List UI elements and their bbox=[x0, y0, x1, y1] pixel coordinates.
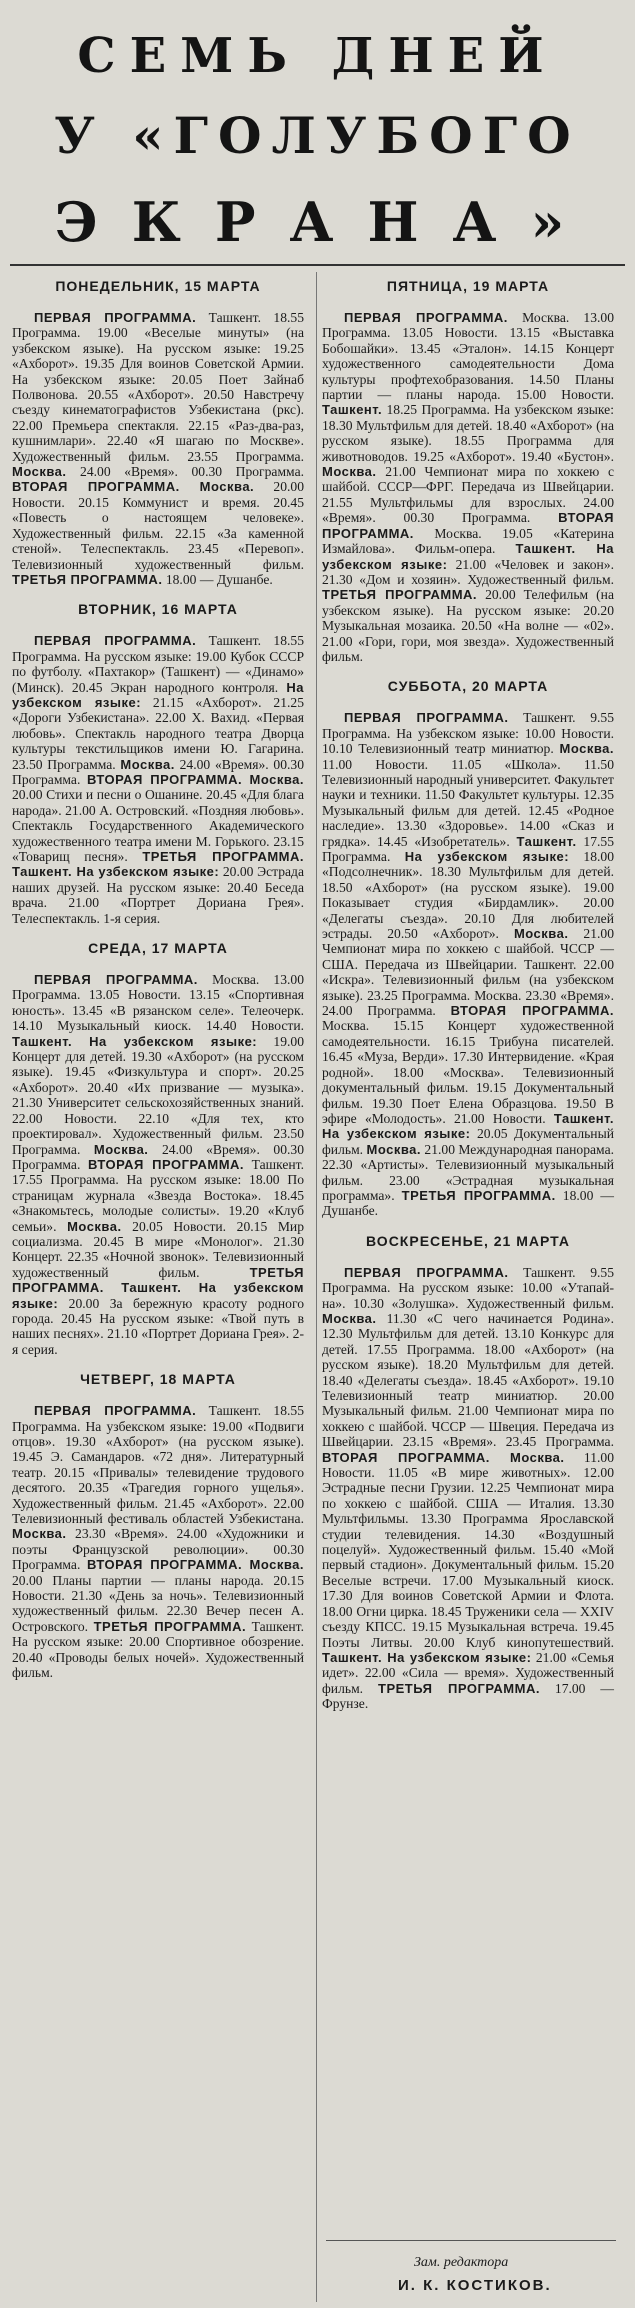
schedule-text: 21.00 Чемпионат мира по хоккею с шайбой. СССР—ФРГ. Передача из Швейцарии. 21.55 Мультфильмы для взрослых. 24.00 «Время». 00.30 Программа. bbox=[322, 464, 614, 526]
schedule-text: 23.30 «Время». 24.00 «Художники и поэты Французской революции». 00.30 Программа. bbox=[12, 1526, 304, 1573]
schedule-text: Ташкент. 18.55 Программа. 19.00 «Веселые минуты» (на узбекском языке). На русском языке: 19.25 «Ахборот». 19.35 Для воинов Советской Армии. На узбекском языке: 20.05 Поет Зайнаб Полвонова. 20.55 «Ахборот». 20.50 Навстречу съезду кинематографистов Узбекистана (ркс). 22.00 Премьера спектакля. 22.15 «Раз-два-раз, кушнимлари». 22.40 «Я шагаю по Москве». Художественный фильм. 23.55 Программа. bbox=[12, 310, 304, 464]
schedule-text: 24.00 «Время». 00.30 Программа. bbox=[66, 464, 304, 480]
schedule-text: 21.00 «Семья идет». 22.00 «Сила — время». Художественный фильм. bbox=[322, 1649, 614, 1696]
schedule-text: 21.00 Чемпионат мира по хоккею с шайбой. ЧССР — США. Передача из Швейцарии. Ташкент. 22.00 «Искра». Телевизионный фильм (на узбекском языке). 23.25 Программа. Москва. 23.30 «Время». 24.00 Программа. bbox=[322, 926, 614, 1019]
program-heading: Москва. bbox=[67, 1218, 122, 1234]
program-heading: Москва. bbox=[513, 926, 569, 942]
program-heading: Ташкент. На узбекском языке: bbox=[322, 1110, 614, 1142]
program-heading: ВТОРАЯ ПРОГРАММА. Москва. bbox=[322, 1449, 565, 1465]
program-heading: ПЕРВАЯ ПРОГРАММА. bbox=[34, 972, 198, 988]
program-heading: ПЕРВАЯ ПРОГРАММА. bbox=[344, 310, 508, 325]
schedule-text: 19.00 Концерт для детей. 19.30 «Ахборот» (на русском языке). 19.45 «Физкультура и спорт». 20.25 «Ахборот». 20.40 «Их призвание — музыка». 21.30 Университет сельскохозяйственных знаний. 22.00 Новости. 22.10 «Для тех, кто проектировал». Художественный фильм. 23.50 Программа. bbox=[12, 1033, 304, 1157]
program-heading: Ташкент. На узбекском языке: bbox=[322, 541, 614, 572]
day-monday bbox=[12, 270, 304, 587]
day-friday bbox=[322, 270, 614, 664]
schedule-text: Москва. 13.00 Программа. 13.05 Новости. 13.15 «Спортивная юность». 13.45 «В рязанском селе». Телеочерк. 14.10 Музыкальный киоск. 14.40 Новости. bbox=[12, 972, 304, 1034]
program-heading: Москва. bbox=[12, 464, 67, 480]
program-heading: Ташкент. На узбекском языке: bbox=[12, 1033, 258, 1049]
schedule-text: Ташкент. На русском языке: 20.00 Спортивное обозрение. 20.40 «Проводы белых ночей». Художественный фильм. bbox=[12, 1618, 304, 1681]
program-heading: ВТОРАЯ ПРОГРАММА. bbox=[450, 1003, 614, 1019]
day-wednesday bbox=[12, 932, 304, 1357]
schedule-text: 20.00 Стихи и песни о Ошанине. 20.45 «Для блага народа». 21.00 А. Островский. «Поздняя любовь». Спектакль Государственного Академического художественного театра имени М. Горького. 23.15 «Товарищ песня». bbox=[12, 787, 304, 864]
program-heading: ВТОРАЯ ПРОГРАММА. Москва. bbox=[12, 479, 255, 495]
day-saturday bbox=[322, 670, 614, 1218]
day-schedule bbox=[12, 972, 304, 1357]
program-heading: ВТОРАЯ ПРОГРАММА. bbox=[322, 510, 614, 541]
schedule-text: 21.15 «Ахборот». 21.25 «Дороги Узбекистана». 22.00 Х. Вахид. «Первая любовь». Спектакль народного театра Дворца культуры текстильщиков имени Ю. Гагарина. 23.50 Программа. bbox=[12, 694, 304, 772]
right-column bbox=[322, 270, 614, 1718]
day-schedule bbox=[12, 310, 304, 587]
program-heading: ТРЕТЬЯ ПРОГРАММА. Ташкент. На узбекском языке: bbox=[12, 849, 304, 880]
editor-signature bbox=[326, 2240, 616, 2296]
program-heading: ТРЕТЬЯ ПРОГРАММА. bbox=[378, 1680, 540, 1696]
program-heading: ВТОРАЯ ПРОГРАММА. Москва. bbox=[87, 1557, 304, 1573]
schedule-text: 11.30 «С чего начинается Родина». 12.30 Мультфильм для детей. 13.10 Конкурс для детей. 17.55 Программа. 18.00 «Ахборот» (на русском языке). 18.20 Мультфильм для детей. 18.40 «Делегаты съезда». 18.45 «Ахборот». 19.10 Телевизионный театр миниатюр. 20.00 Музыкальный фильм. 21.00 Чемпионат мира по хоккею с шайбой. ЧССР — Швеция. Передача из Швейцарии. 23.15 «Время». 23.45 Программа. bbox=[322, 1310, 614, 1450]
day-heading: СУББОТА, 20 МАРТА bbox=[387, 678, 549, 695]
schedule-text: 20.00 Телефильм (на узбекском языке). На русском языке: 20.20 Музыкальная мозаика. 20.50 «На волне — «02». 21.00 «Гори, гори, моя звезда». Художественный фильм. bbox=[322, 587, 614, 664]
schedule-text: Москва. 13.00 Программа. 13.05 Новости. 13.15 «Выставка Бобошайки». 13.45 «Эталон». 14.15 Концерт художественного самодеятельности Дома культуры профтехобразования. 14.50 Планы партии — планы народа. 15.00 Новости. bbox=[322, 310, 614, 403]
program-heading: Москва. bbox=[559, 741, 614, 757]
column-divider bbox=[316, 272, 317, 2302]
schedule-text: 18.00 — Душанбе. bbox=[162, 571, 273, 587]
program-heading: ПЕРВАЯ ПРОГРАММА. bbox=[344, 710, 509, 726]
schedule-text: Ташкент. 9.55 Программа. На узбекском языке: 10.00 Новости. 10.10 Телевизионный театр миниатюр. bbox=[322, 710, 614, 757]
headline-line-2: У «ГОЛУБОГО bbox=[54, 106, 581, 165]
day-heading: СРЕДА, 17 МАРТА bbox=[88, 940, 228, 957]
day-sunday bbox=[322, 1225, 614, 1712]
schedule-text: Москва. 19.05 «Катерина Измайлова». Фильм-опера. bbox=[322, 525, 614, 557]
day-schedule bbox=[322, 710, 614, 1218]
schedule-text: Москва. 15.15 Концерт художественной самодеятельности. 16.15 Трибуна писателей. 16.45 «Муза, Верди». 17.30 Интервидение. «Края родной». 18.00 «Москва». Телевизионный документальный фильм. 19.15 Документальный фильм. 19.30 Поет Елена Образцова. 19.50 В эфире «Молодость». 21.00 Новости. bbox=[322, 1018, 614, 1126]
schedule-text: 17.55 Программа. bbox=[322, 833, 614, 864]
schedule-text: 11.00 Новости. 11.05 «В мире животных». 12.00 Эстрадные песни Грузии. 12.25 Чемпионат мира по хоккею с шайбой. США — Италия. 13.30 Мультфильмы. 13.30 Программа Ярославской студии телевидения. 14.30 «Воздушный поцелуй». Художественный фильм. 15.40 «Мой первый стадион». Документальный фильм. 15.20 Веселые встречи. 17.00 Музыкальный киоск. 17.30 Для воинов Советской Армии и Флота. 18.00 Огни цирка. 18.45 Труженики села — XXIV съезду КПСС. 19.15 Музыкальная встреча. 19.45 Поэты Литвы. 20.00 Клуб кинопутешествий. bbox=[322, 1449, 614, 1650]
headline-rule bbox=[10, 264, 625, 266]
program-heading: На узбекском языке: bbox=[12, 679, 304, 710]
program-heading: Москва. bbox=[322, 464, 377, 480]
day-tuesday bbox=[12, 593, 304, 926]
program-heading: ПЕРВАЯ ПРОГРАММА. bbox=[344, 1264, 509, 1280]
schedule-text: 20.00 Планы партии — планы народа. 20.15 Новости. 21.30 «День за ночь». Телевизионный художественный фильм. 22.30 Вечер песен А. Островского. bbox=[12, 1572, 304, 1634]
program-heading: Ташкент. На узбекском языке: bbox=[322, 1649, 532, 1665]
schedule-text: Ташкент. 17.55 Программа. На русском языке: 18.00 По страницам журнала «Звезда Востока». 18.45 «Знакомьтесь, молодые солисты». 19.20 «Клуб семьи». bbox=[12, 1156, 304, 1234]
program-heading: Ташкент. bbox=[322, 402, 383, 418]
left-column bbox=[12, 270, 304, 1687]
day-thursday bbox=[12, 1363, 304, 1680]
schedule-text: 24.00 «Время». 00.30 Программа. bbox=[12, 1141, 304, 1172]
day-heading: ПЯТНИЦА, 19 МАРТА bbox=[386, 278, 550, 294]
program-heading: Москва. bbox=[93, 1141, 149, 1157]
schedule-text: 20.05 Новости. 20.15 Мир социализма. 20.45 В мире «Монолог». 21.30 Концерт. 22.35 «Ночной звонок». Телевизионный художественный фильм. bbox=[12, 1218, 304, 1280]
day-heading: ВТОРНИК, 16 МАРТА bbox=[78, 601, 238, 618]
schedule-text: 20.00 Новости. 20.15 Коммунист и время. 20.45 «Повесть о настоящем человеке». Художественный фильм. 22.15 «За каменной стеной». Телеспектакль. 23.45 «Перевоп». Телевизионный художественный фильм. bbox=[12, 479, 304, 572]
program-heading: ТРЕТЬЯ ПРОГРАММА. Ташкент. На узбекском языке: bbox=[12, 1264, 304, 1311]
schedule-text: 18.00 — Душанбе. bbox=[322, 1187, 614, 1219]
day-schedule bbox=[12, 1403, 304, 1680]
program-heading: ТРЕТЬЯ ПРОГРАММА. bbox=[93, 1618, 247, 1634]
schedule-text: Ташкент. 9.55 Программа. На русском языке: 10.00 «Утапай-на». 10.30 «Золушка». Художественный фильм. bbox=[322, 1264, 614, 1311]
schedule-text: 24.00 «Время». 00.30 Программа. bbox=[12, 756, 304, 787]
schedule-text: 18.25 Программа. На узбекском языке: 18.30 Мультфильм для детей. 18.40 «Ахборот» (на русском языке). 18.55 Программа для животноводов. 19.25 «Ахборот». 19.40 «Бустон». bbox=[322, 402, 614, 464]
program-heading: ТРЕТЬЯ ПРОГРАММА. bbox=[401, 1187, 556, 1203]
headline-line-1: СЕМЬ ДНЕЙ bbox=[77, 28, 558, 84]
day-heading: ЧЕТВЕРГ, 18 МАРТА bbox=[80, 1371, 236, 1388]
day-heading: ВОСКРЕСЕНЬЕ, 21 МАРТА bbox=[366, 1232, 570, 1249]
schedule-text: 20.00 Эстрада наших друзей. На русском языке: 20.40 Беседа врача. 21.00 «Портрет Дориана Грея». Телеспектакль. 1-я серия. bbox=[12, 864, 304, 926]
editor-role: Зам. редактора bbox=[414, 2255, 509, 2270]
program-heading: ВТОРАЯ ПРОГРАММА. bbox=[87, 1156, 245, 1172]
day-schedule bbox=[322, 310, 614, 664]
program-heading: ВТОРАЯ ПРОГРАММА. Москва. bbox=[87, 771, 304, 787]
program-heading: ПЕРВАЯ ПРОГРАММА. bbox=[34, 1403, 197, 1419]
program-heading: Москва. bbox=[12, 1526, 67, 1542]
day-heading: ПОНЕДЕЛЬНИК, 15 МАРТА bbox=[55, 278, 261, 294]
program-heading: ПЕРВАЯ ПРОГРАММА. bbox=[34, 633, 197, 649]
schedule-text: 11.00 Новости. 11.05 «Школа». 11.50 Телевизионный народный университет. Факультет науки и техники. 11.50 Факультет культуры. 12.35 Музыкальный фильм для детей. 12.45 «Родное наследие». 13.30 «Здоровье». 14.00 «Сказ и грядка». 14.45 «Изобретатель». bbox=[322, 756, 614, 849]
program-heading: ТРЕТЬЯ ПРОГРАММА. bbox=[12, 571, 163, 587]
day-schedule bbox=[322, 1265, 614, 1712]
program-heading: Москва. bbox=[322, 1310, 377, 1326]
headline-line-3: ЭКРАНА» bbox=[54, 190, 599, 254]
schedule-text: Ташкент. 18.55 Программа. На узбекском языке: 19.00 «Подвиги отцов». 19.30 «Ахборот» (на русском языке). 19.45 Э. Самандаров. «72 дня». Литературный театр. 20.15 «Привалы» телевидение трудового десятого. 20.35 «Трагедия горного ущелья». Художественный фильм. 21.45 «Ахборот». 22.00 Телевизионный фестиваль областей Узбекистана. bbox=[12, 1403, 304, 1527]
schedule-text: 18.00 «Подсолнечник». 18.30 Мультфильм для детей. 18.50 «Ахборот» (на русском языке). 19.00 Показывает студия «Бирдамлик». 20.00 «Делегаты съезда». 20.10 Для любителей эстрады. 20.50 «Ахборот». bbox=[322, 849, 614, 942]
schedule-text: 20.05 Документальный фильм. bbox=[322, 1126, 614, 1157]
schedule-text: 17.00 — Фрунзе. bbox=[322, 1680, 614, 1712]
schedule-text: 20.00 За бережную красоту родного города. 20.45 На русском языке: «Твой путь в наших песнях». 21.10 «Портрет Дориана Грея». 2-я серия. bbox=[12, 1295, 304, 1357]
schedule-text: 21.00 «Человек и закон». 21.30 «Дом и хозяин». Художественный фильм. bbox=[322, 556, 614, 587]
program-heading: Москва. bbox=[366, 1141, 421, 1157]
program-heading: ПЕРВАЯ ПРОГРАММА. bbox=[34, 310, 197, 325]
editor-name: И. К. КОСТИКОВ. bbox=[398, 2277, 552, 2294]
program-heading: ТРЕТЬЯ ПРОГРАММА. bbox=[322, 587, 478, 603]
program-heading: Ташкент. bbox=[516, 833, 577, 849]
program-heading: На узбекском языке: bbox=[404, 849, 570, 864]
program-heading: Москва. bbox=[120, 756, 175, 772]
schedule-text: Ташкент. 18.55 Программа. На русском языке: 19.00 Кубок СССР по футболу. «Пахтакор» (Ташкент) — «Динамо» (Минск). 20.45 Экран народного контроля. bbox=[12, 633, 304, 695]
day-schedule bbox=[12, 633, 304, 926]
schedule-text: 21.00 Международная панорама. 22.30 «Артисты». Телевизионный музыкальный фильм. 23.00 «Эстрадная музыкальная программа». bbox=[322, 1141, 614, 1203]
